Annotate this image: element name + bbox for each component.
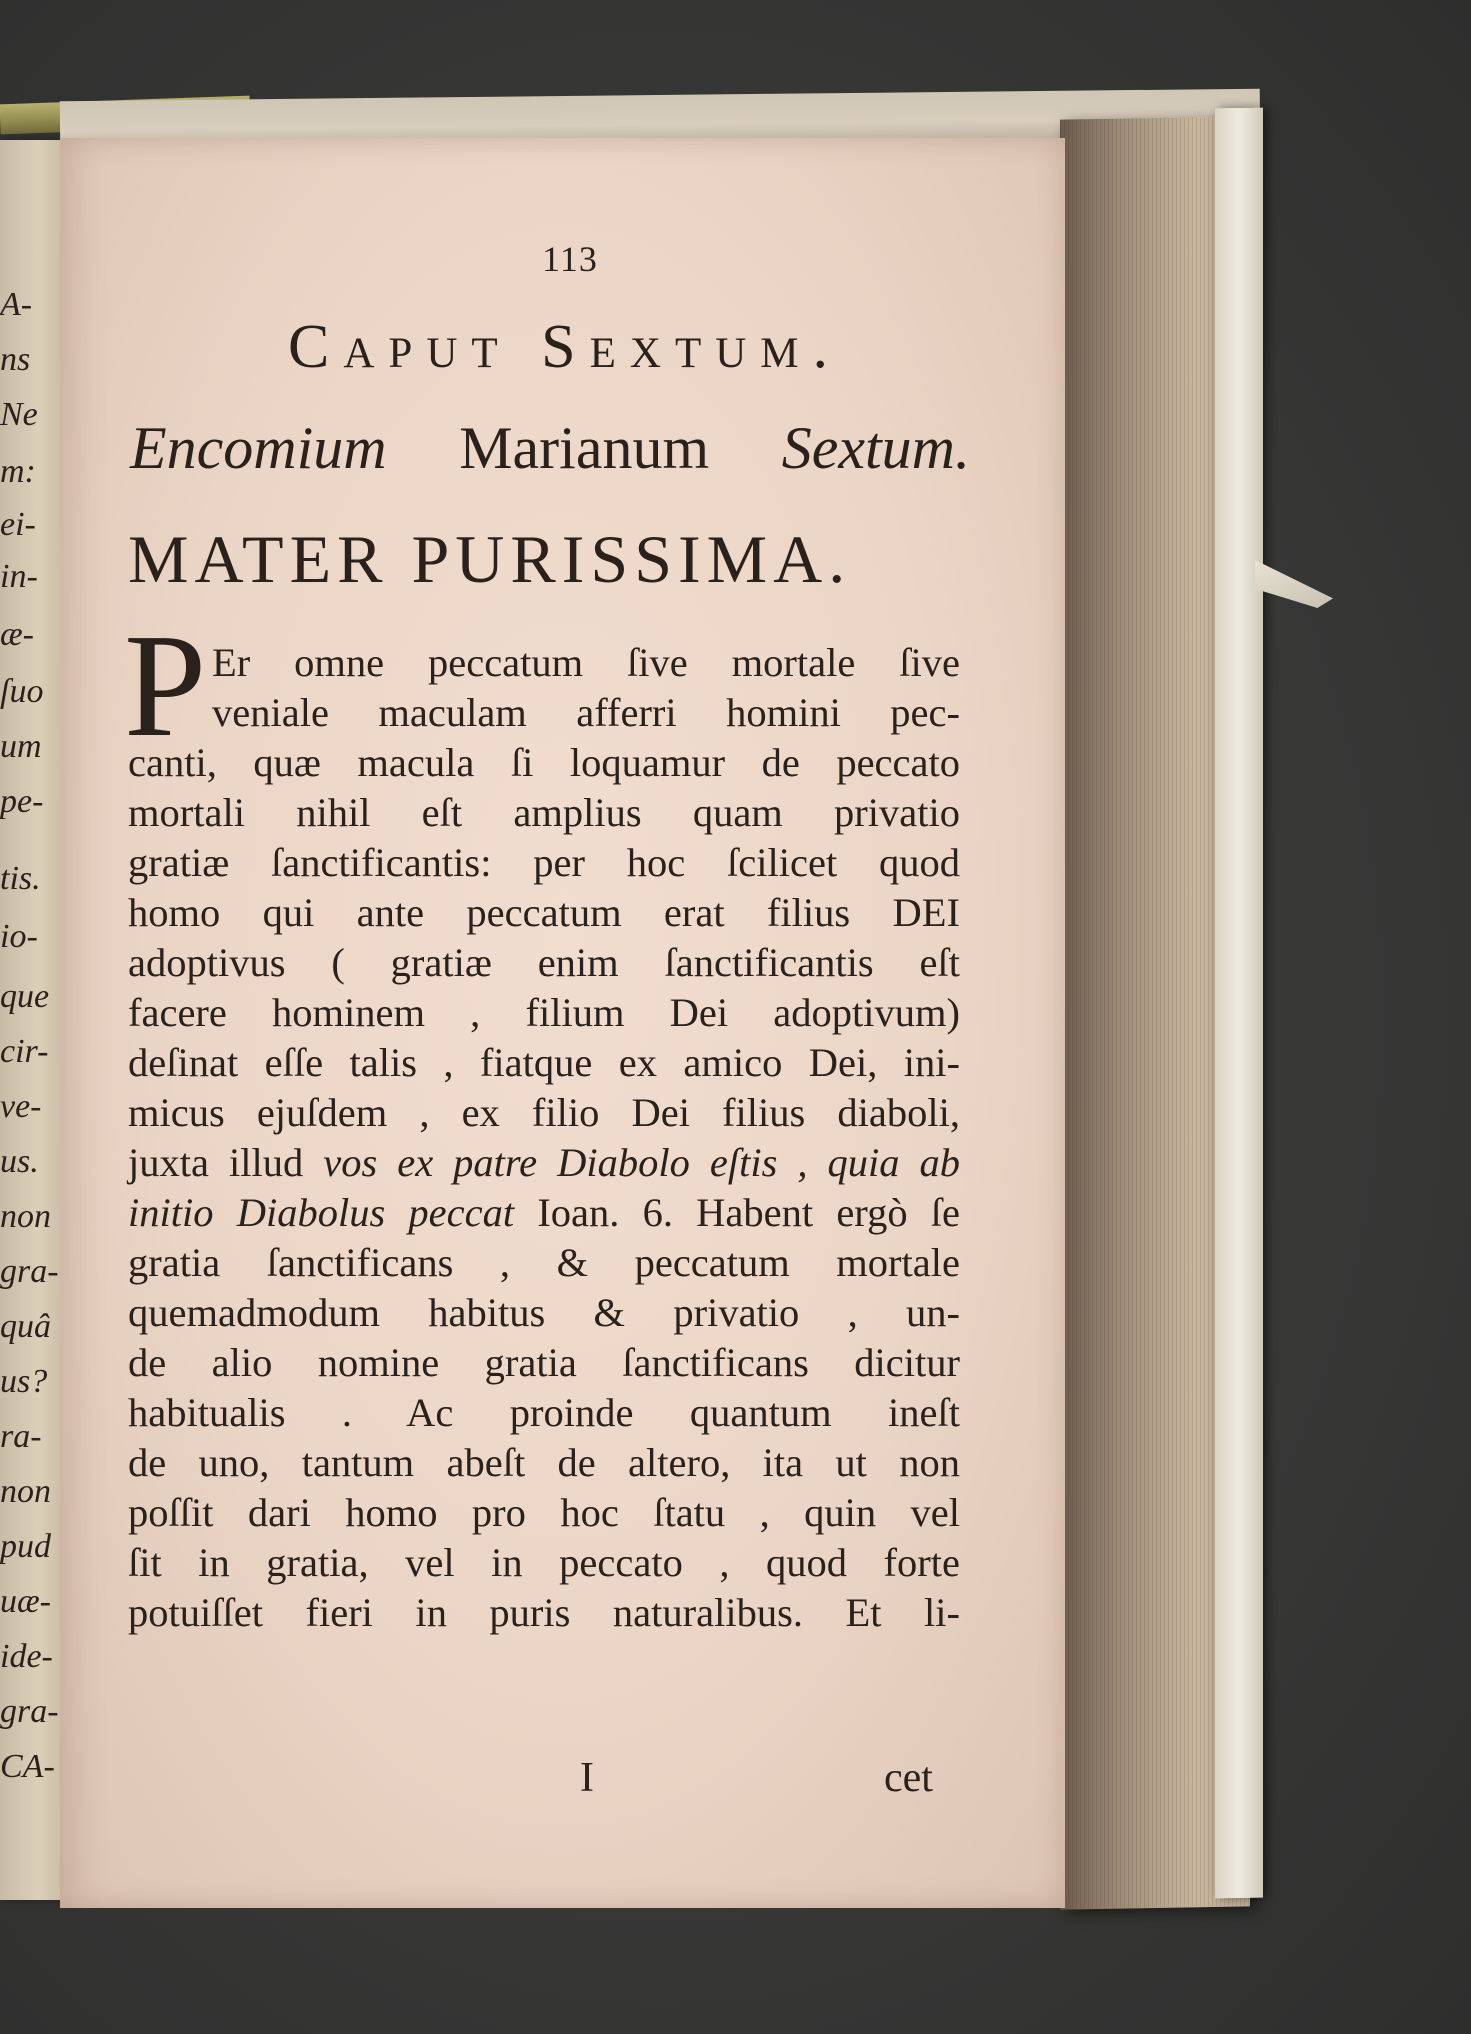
text-line: mortali nihil eſt amplius quam privatio [128,790,960,835]
margin-fragment: ide- [0,1638,53,1675]
previous-page-edge [0,140,64,1900]
italic-quotation: vos ex patre Diabolo eſtis , quia ab [323,1140,960,1185]
catchword: cet [884,1755,933,1801]
text-line: habitualis . Ac proinde quantum ineſt [128,1390,960,1435]
text-line: de alio nomine gratia ſanctificans dicitur [128,1340,960,1385]
text-line: poſſit dari homo pro hoc ſtatu , quin vel [128,1490,960,1535]
subtitle-word: Sextum. [781,415,970,481]
subtitle-word: Marianum [459,415,710,481]
text-line: gratia ſanctificans , & peccatum mortale [128,1240,960,1285]
margin-fragment: us? [0,1363,48,1400]
vellum-cover-edge [1215,108,1263,1899]
text-line: de uno, tantum abeſt de altero, ita ut non [128,1440,960,1485]
margin-fragment: ns [0,341,31,378]
margin-fragment: us. [0,1143,39,1180]
text-line: ſit in gratia, vel in peccato , quod forte [128,1540,960,1585]
margin-fragment: non [0,1198,51,1235]
margin-fragment: in- [0,558,38,595]
signature-mark: I [580,1755,594,1801]
margin-fragment: uæ- [0,1583,51,1620]
drop-cap: P [124,604,207,768]
text-line [128,1188,960,1238]
subtitle-word: Encomium [130,415,387,481]
text-line: deſinat eſſe talis , fiatque ex amico Dei, ini- [128,1040,960,1085]
italic-quotation: initio Diabolus peccat [128,1190,515,1235]
margin-fragment: tis. [0,860,41,897]
text-line: canti, quæ macula ſi loquamur de peccato [128,740,960,785]
text-line: gratiæ ſanctificantis: per hoc ſcilicet quod [128,840,960,885]
margin-fragment: ei- [0,506,36,543]
margin-fragment: cir- [0,1033,49,1070]
margin-fragment: quâ [0,1308,51,1345]
chapter-title: MATER PURISSIMA. [128,521,852,597]
text-line: Er omne peccatum ſive mortale ſive [212,640,960,685]
text-line: facere hominem , filium Dei adoptivum) [128,990,960,1035]
text-line [128,1138,960,1188]
page-number: 113 [542,239,598,279]
text-line: adoptivus ( gratiæ enim ſanctificantis eſt [128,940,960,985]
text-line: quemadmodum habitus & privatio , un- [128,1290,960,1335]
margin-fragment: m: [0,453,36,490]
text-line: veniale maculam afferri homini pec- [212,690,960,735]
margin-fragment: gra- [0,1693,59,1730]
margin-fragment: Ne [0,396,38,433]
margin-fragment: gra- [0,1253,59,1290]
margin-fragment: pud [0,1528,51,1565]
margin-fragment: ſuo [0,673,44,710]
text-line: potuiſſet fieri in puris naturalibus. Et li- [128,1590,960,1635]
margin-fragment: CA- [0,1748,55,1785]
margin-fragment: æ- [0,616,34,653]
chapter-heading: Caput Sextum. [288,313,842,381]
margin-fragment: pe- [0,783,44,820]
margin-fragment: non [0,1473,51,1510]
text-segment: juxta illud [128,1140,304,1185]
margin-fragment: um [0,728,42,765]
margin-fragment: ve- [0,1088,42,1125]
margin-fragment: que [0,978,50,1015]
chapter-subtitle [130,415,970,481]
text-segment: Ioan. 6. Habent ergò ſe [537,1190,960,1235]
text-line: micus ejuſdem , ex filio Dei filius diaboli, [128,1090,960,1135]
margin-fragment: io- [0,918,38,955]
margin-fragment: ra- [0,1418,42,1455]
margin-fragment: A- [0,286,33,323]
text-line: homo qui ante peccatum erat filius DEI [128,890,960,935]
